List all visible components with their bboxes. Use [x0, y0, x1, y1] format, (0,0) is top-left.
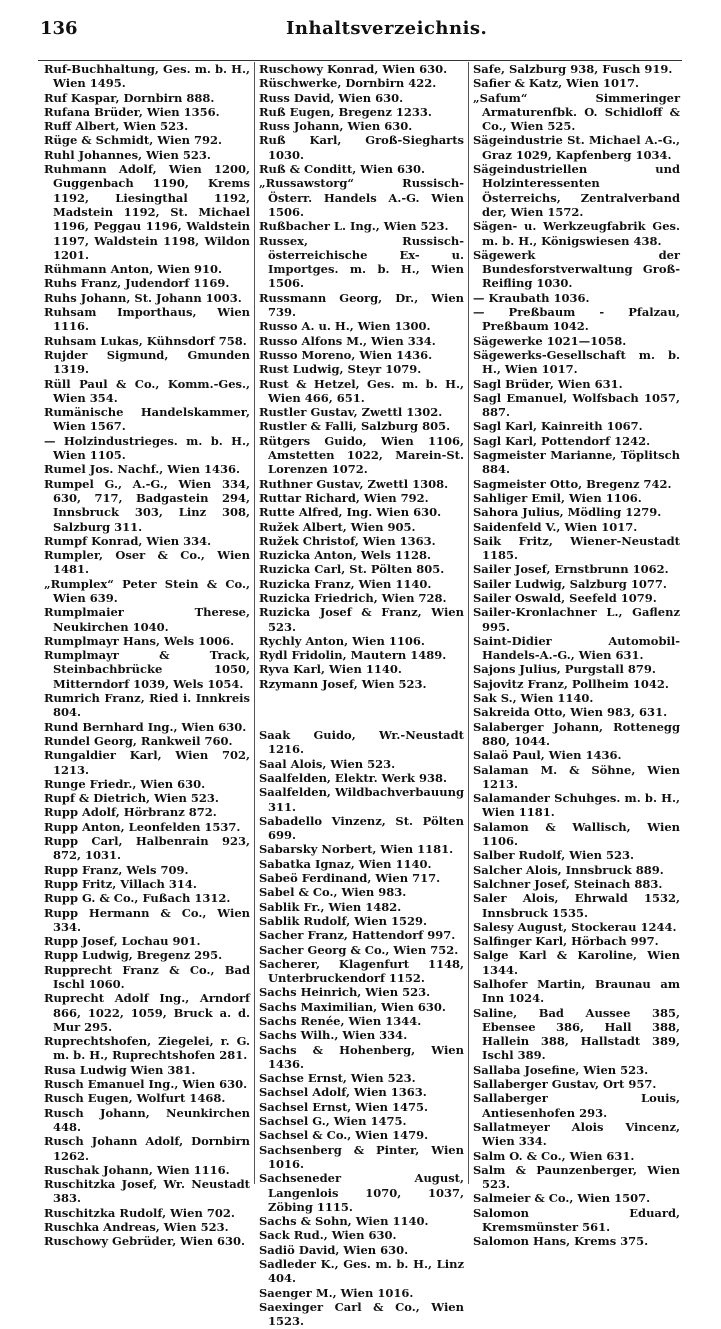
index-entry: Ruhs Franz, Judendorf 1169.: [44, 276, 230, 291]
index-entry: Sagmeister Otto, Bregenz 742.: [473, 476, 672, 491]
index-entry: Sachs & Sohn, Wien 1140.: [259, 1214, 429, 1229]
index-entry: Rütgers Guido, Wien 1106, Amstetten 1022, Marein-St. Lorenzen 1072.: [259, 433, 464, 477]
index-entry: Sägewerke 1021—1058.: [473, 333, 627, 348]
index-entry: Rusa Ludwig Wien 381.: [44, 1062, 196, 1077]
index-entry: Ruschowy Konrad, Wien 630.: [259, 62, 448, 76]
index-entry: Rupp Adolf, Hörbranz 872.: [44, 805, 217, 820]
index-entry: Russo Alfons M., Wien 334.: [259, 333, 436, 348]
index-entry: Sahliger Emil, Wien 1106.: [473, 490, 642, 505]
index-entry: Ruhsam Importhaus, Wien 1116.: [44, 305, 250, 334]
index-entry: Rüschwerke, Dornbirn 422.: [259, 76, 437, 91]
index-entry: Ružek Christof, Wien 1363.: [259, 533, 436, 548]
index-entry: Sadiö David, Wien 630.: [259, 1242, 409, 1257]
index-column-3: [473, 62, 680, 1249]
index-entry: Rühmann Anton, Wien 910.: [44, 262, 223, 277]
index-column-2: [259, 62, 464, 1329]
index-entry: Ruhmann Adolf, Wien 1200, Guggenbach 1190, Krems 1192, Liesingthal 1192, Madstein 1192, St. Michael 1196, Peggau 1196, Waldstein 1197, Waldstein 1198, Wildon 1201.: [44, 162, 250, 262]
index-entry: Rujder Sigmund, Gmunden 1319.: [44, 347, 250, 377]
index-entry: Sahora Julius, Mödling 1279.: [473, 505, 662, 520]
index-entry: Sägeindustrie St. Michael A.-G., Graz 1029, Kapfenberg 1034.: [473, 133, 680, 162]
index-entry: Salm & Paunzenberger, Wien 523.: [473, 1162, 680, 1192]
index-entry: Sachsel & Co., Wien 1479.: [259, 1128, 429, 1143]
index-entry: Salge Karl & Karoline, Wien 1344.: [473, 948, 680, 977]
index-entry: Rydl Fridolin, Mautern 1489.: [259, 648, 447, 663]
index-entry: Sachs Renée, Wien 1344.: [259, 1014, 422, 1028]
index-entry: Rzymann Josef, Wien 523.: [259, 676, 427, 691]
index-entry: Rumel Jos. Nachf., Wien 1436.: [44, 462, 241, 477]
index-entry: Salber Rudolf, Wien 523.: [473, 848, 635, 863]
index-entry: Salchner Josef, Steinach 883.: [473, 876, 663, 891]
index-entry: Sack Rud., Wien 630.: [259, 1228, 397, 1243]
index-entry: Rusch Emanuel Ing., Wien 630.: [44, 1077, 248, 1092]
index-entry: Ružek Albert, Wien 905.: [259, 519, 416, 534]
index-entry: Sachseneder August, Langenlois 1070, 1037, Zöbing 1115.: [259, 1171, 464, 1214]
index-entry: Salhofer Martin, Braunau am Inn 1024.: [473, 977, 680, 1006]
section-gap: [259, 707, 464, 712]
index-entry: Rustler & Falli, Salzburg 805.: [259, 419, 451, 434]
index-entry: Ryva Karl, Wien 1140.: [259, 662, 402, 677]
index-entry: Sallaberger Gustav, Ort 957.: [473, 1077, 657, 1092]
index-entry: Ruß Karl, Groß-Siegharts 1030.: [259, 133, 464, 162]
index-entry: Ruprechtshofen, Ziegelei, r. G. m. b. H., Ruprechtshofen 281.: [44, 1034, 250, 1063]
index-entry: — Holzindustrieges. m. b. H., Wien 1105.: [44, 433, 250, 463]
index-entry: Ruthner Gustav, Zwettl 1308.: [259, 476, 449, 491]
index-entry: „Safum“ Simmeringer Armaturenfbk. O. Schidloff & Co., Wien 525.: [473, 90, 680, 134]
index-entry: Ruprecht Adolf Ing., Arndorf 866, 1022, 1059, Bruck a. d. Mur 295.: [44, 991, 250, 1034]
index-entry: Sailer-Kronlachner L., Gaflenz 995.: [473, 605, 680, 634]
index-entry: Rumpler, Oser & Co., Wien 1481.: [44, 548, 250, 577]
page-title: Inhaltsverzeichnis.: [286, 18, 488, 39]
index-entry: Rumpf Konrad, Wien 334.: [44, 533, 212, 548]
index-entry: Rychly Anton, Wien 1106.: [259, 633, 425, 648]
index-entry: Rungaldier Karl, Wien 702, 1213.: [44, 748, 250, 777]
index-entry: Ruttar Richard, Wien 792.: [259, 490, 429, 505]
index-entry: Sajons Julius, Purgstall 879.: [473, 662, 656, 677]
index-entry: Ruschitzka Rudolf, Wien 702.: [44, 1205, 235, 1220]
index-entry: Saler Alois, Ehrwald 1532, Innsbruck 1535.: [473, 891, 680, 920]
index-entry: Rupp Anton, Leonfelden 1537.: [44, 819, 241, 834]
header-rule: [38, 60, 682, 61]
index-entry: Sallatmeyer Alois Vincenz, Wien 334.: [473, 1119, 680, 1149]
index-entry: Sachse Ernst, Wien 523.: [259, 1071, 416, 1086]
index-entry: Sacher Franz, Hattendorf 997.: [259, 928, 456, 943]
index-entry: Ruhsam Lukas, Kühnsdorf 758.: [44, 333, 247, 348]
index-entry: Ruzicka Franz, Wien 1140.: [259, 576, 432, 591]
index-entry: Russ Johann, Wien 630.: [259, 119, 413, 134]
index-entry: Rumplmaier Therese, Neukirchen 1040.: [44, 605, 250, 634]
index-entry: Rupp Ludwig, Bregenz 295.: [44, 948, 223, 963]
index-entry: Ruschitzka Josef, Wr. Neustadt 383.: [44, 1177, 250, 1206]
index-entry: Sagl Emanuel, Wolfsbach 1057, 887.: [473, 390, 680, 420]
index-entry: Rupp Carl, Halbenrain 923, 872, 1031.: [44, 834, 250, 863]
index-entry: Sachsenberg & Pinter, Wien 1016.: [259, 1142, 464, 1171]
index-entry: Rupp Franz, Wels 709.: [44, 862, 189, 877]
index-entry: Rufana Brüder, Wien 1356.: [44, 104, 220, 119]
index-entry: Saint-Didier Automobil-Handels-A.-G., Wien 631.: [473, 633, 680, 663]
index-entry: Ruzicka Josef & Franz, Wien 523.: [259, 605, 464, 634]
index-entry: Salomon Eduard, Kremsmünster 561.: [473, 1205, 680, 1235]
index-entry: Ruhs Johann, St. Johann 1003.: [44, 290, 242, 305]
index-entry: Rund Bernhard Ing., Wien 630.: [44, 719, 247, 734]
index-entry: Salaman M. & Söhne, Wien 1213.: [473, 762, 680, 791]
index-entry: Saenger M., Wien 1016.: [259, 1285, 414, 1300]
index-entry: Rupp G. & Co., Fußach 1312.: [44, 891, 231, 906]
index-entry: Saidenfeld V., Wien 1017.: [473, 519, 638, 534]
index-entry: Sacher Georg & Co., Wien 752.: [259, 942, 459, 957]
index-entry: Sajovitz Franz, Pollheim 1042.: [473, 676, 669, 691]
index-entry: Salfinger Karl, Hörbach 997.: [473, 934, 659, 949]
index-entry: Salesy August, Stockerau 1244.: [473, 919, 677, 934]
index-entry: Ruschowy Gebrüder, Wien 630.: [44, 1234, 245, 1249]
index-entry: Sallaba Josefine, Wien 523.: [473, 1062, 649, 1077]
index-entry: Sabel & Co., Wien 983.: [259, 885, 407, 900]
index-entry: Saalfelden, Wildbachverbauung 311.: [259, 785, 464, 814]
index-entry: Sachs Wilh., Wien 334.: [259, 1028, 408, 1043]
index-entry: Rüge & Schmidt, Wien 792.: [44, 133, 223, 148]
index-entry: Saline, Bad Aussee 385, Ebensee 386, Hall 388, Hallein 388, Hallstadt 389, Ischl 389.: [473, 1005, 680, 1063]
column-divider: [254, 62, 255, 1184]
index-entry: Rumänische Handelskammer, Wien 1567.: [44, 405, 250, 434]
index-entry: Rust & Hetzel, Ges. m. b. H., Wien 466, 651.: [259, 376, 464, 405]
index-entry: Safier & Katz, Wien 1017.: [473, 76, 639, 91]
index-entry: Sachs & Hohenberg, Wien 1436.: [259, 1042, 464, 1071]
index-entry: Sacherer, Klagenfurt 1148, Unterbruckendorf 1152.: [259, 956, 464, 986]
index-entry: Saak Guido, Wr.-Neustadt 1216.: [259, 728, 464, 757]
index-entry: Sabarsky Norbert, Wien 1181.: [259, 842, 454, 857]
index-entry: Rust Ludwig, Steyr 1079.: [259, 362, 422, 377]
index-entry: Ruschak Johann, Wien 1116.: [44, 1162, 230, 1177]
index-entry: Sabeö Ferdinand, Wien 717.: [259, 871, 441, 886]
index-entry: Sägewerk der Bundesforstverwaltung Groß-Reifling 1030.: [473, 247, 680, 291]
index-entry: Sagmeister Marianne, Töplitsch 884.: [473, 448, 680, 477]
column-divider: [468, 62, 469, 1184]
index-column-1: [44, 62, 250, 1249]
index-entry: Sailer Josef, Ernstbrunn 1062.: [473, 562, 669, 577]
index-entry: Rusch Eugen, Wolfurt 1468.: [44, 1091, 226, 1106]
index-entry: „Rumplex“ Peter Stein & Co., Wien 639.: [44, 576, 250, 605]
index-entry: Sachsel G., Wien 1475.: [259, 1114, 407, 1129]
index-entry: Ruff Albert, Wien 523.: [44, 119, 189, 134]
index-entry: Rupp Hermann & Co., Wien 334.: [44, 905, 250, 934]
index-entry: Rupp Fritz, Villach 314.: [44, 876, 197, 891]
index-entry: Rupprecht Franz & Co., Bad Ischl 1060.: [44, 962, 250, 991]
index-entry: Sachs Maximilian, Wien 630.: [259, 999, 446, 1014]
index-entry: Russ David, Wien 630.: [259, 90, 404, 105]
index-entry: Salm O. & Co., Wien 631.: [473, 1148, 635, 1163]
index-entry: Sabatka Ignaz, Wien 1140.: [259, 856, 432, 871]
index-entry: Ruß & Conditt, Wien 630.: [259, 162, 426, 177]
index-entry: Rüll Paul & Co., Komm.-Ges., Wien 354.: [44, 376, 250, 405]
index-entry: Sägen- u. Werkzeugfabrik Ges. m. b. H., Königswiesen 438.: [473, 219, 680, 248]
index-entry: — Kraubath 1036.: [473, 290, 590, 305]
index-entry: Ruzicka Carl, St. Pölten 805.: [259, 562, 445, 577]
page-number: 136: [40, 18, 78, 39]
index-entry: Sägeindustriellen und Holzinteressenten Österreichs, Zentralverband der, Wien 1572.: [473, 162, 680, 219]
index-entry: Rusch Johann Adolf, Dornbirn 1262.: [44, 1134, 250, 1163]
index-entry: Salaberger Johann, Rottenegg 880, 1044.: [473, 719, 680, 748]
index-entry: Sailer Ludwig, Salzburg 1077.: [473, 576, 667, 591]
index-entry: Salmeier & Co., Wien 1507.: [473, 1191, 651, 1206]
index-entry: Rupf & Dietrich, Wien 523.: [44, 791, 219, 806]
index-entry: Saik Fritz, Wiener-Neustadt 1185.: [473, 533, 680, 563]
index-entry: Runge Friedr., Wien 630.: [44, 776, 206, 791]
index-entry: Sablik Rudolf, Wien 1529.: [259, 913, 427, 928]
index-entry: Ruf Kaspar, Dornbirn 888.: [44, 90, 215, 105]
index-entry: Sagl Karl, Kainreith 1067.: [473, 419, 643, 434]
index-entry: Sak S., Wien 1140.: [473, 691, 594, 706]
index-entry: Russex, Russisch-österreichische Ex- u. Importges. m. b. H., Wien 1506.: [259, 233, 464, 291]
index-entry: „Russawstorg“ Russisch-Österr. Handels A.-G. Wien 1506.: [259, 176, 464, 219]
index-entry: Russo A. u. H., Wien 1300.: [259, 319, 431, 334]
index-entry: Russmann Georg, Dr., Wien 739.: [259, 290, 464, 320]
index-entry: Ruschka Andreas, Wien 523.: [44, 1220, 229, 1235]
index-entry: Salcher Alois, Innsbruck 889.: [473, 862, 664, 877]
index-entry: Rumplmayr Hans, Wels 1006.: [44, 633, 235, 648]
index-entry: Sagl Karl, Pottendorf 1242.: [473, 433, 651, 448]
index-entry: Rumpel G., A.-G., Wien 334, 630, 717, Badgastein 294, Innsbruck 303, Linz 308, Salzburg 311.: [44, 476, 250, 534]
index-entry: Sablik Fr., Wien 1482.: [259, 899, 402, 914]
index-entry: Sailer Oswald, Seefeld 1079.: [473, 590, 657, 605]
index-entry: Rumrich Franz, Ried i. Innkreis 804.: [44, 691, 250, 720]
index-entry: Russo Moreno, Wien 1436.: [259, 347, 433, 362]
index-entry: — Preßbaum - Pfalzau, Preßbaum 1042.: [473, 305, 680, 334]
index-entry: Sakreida Otto, Wien 983, 631.: [473, 705, 668, 720]
index-entry: Sallaberger Louis, Antiesenhofen 293.: [473, 1091, 680, 1120]
index-entry: Sadleder K., Ges. m. b. H., Linz 404.: [259, 1257, 464, 1286]
index-entry: Sachs Heinrich, Wien 523.: [259, 985, 431, 1000]
index-entry: Rumplmayr & Track, Steinbachbrücke 1050, Mitterndorf 1039, Wels 1054.: [44, 648, 250, 691]
index-entry: Ruß Eugen, Bregenz 1233.: [259, 104, 432, 119]
index-entry: Salaö Paul, Wien 1436.: [473, 748, 622, 763]
index-entry: Ruhl Johannes, Wien 523.: [44, 147, 211, 162]
index-entry: Rußbacher L. Ing., Wien 523.: [259, 219, 449, 234]
index-entry: Ruzicka Anton, Wels 1128.: [259, 548, 432, 563]
index-entry: Rusch Johann, Neunkirchen 448.: [44, 1105, 250, 1134]
index-entry: Sagl Brüder, Wien 631.: [473, 376, 623, 391]
index-entry: Salamon & Wallisch, Wien 1106.: [473, 819, 680, 849]
index-entry: Salomon Hans, Krems 375.: [473, 1234, 649, 1249]
index-entry: Saalfelden, Elektr. Werk 938.: [259, 770, 448, 785]
index-entry: Rupp Josef, Lochau 901.: [44, 934, 201, 949]
index-entry: Sägewerks-Gesellschaft m. b. H., Wien 1017.: [473, 347, 680, 377]
page-header: [0, 0, 721, 44]
index-entry: Rutte Alfred, Ing. Wien 630.: [259, 505, 442, 520]
index-entry: Ruf-Buchhaltung, Ges. m. b. H., Wien 1495.: [44, 62, 250, 91]
index-entry: Salamander Schuhges. m. b. H., Wien 1181.: [473, 791, 680, 820]
index-entry: Saexinger Carl & Co., Wien 1523.: [259, 1299, 464, 1329]
index-entry: Rustler Gustav, Zwettl 1302.: [259, 405, 443, 420]
index-entry: Safe, Salzburg 938, Fusch 919.: [473, 62, 673, 76]
index-entry: Saal Alois, Wien 523.: [259, 756, 396, 771]
index-entry: Sabadello Vinzenz, St. Pölten 699.: [259, 813, 464, 843]
index-entry: Sachsel Adolf, Wien 1363.: [259, 1085, 427, 1100]
index-entry: Ruzicka Friedrich, Wien 728.: [259, 590, 447, 605]
index-entry: Sachsel Ernst, Wien 1475.: [259, 1099, 429, 1114]
index-entry: Rundel Georg, Rankweil 760.: [44, 733, 233, 748]
